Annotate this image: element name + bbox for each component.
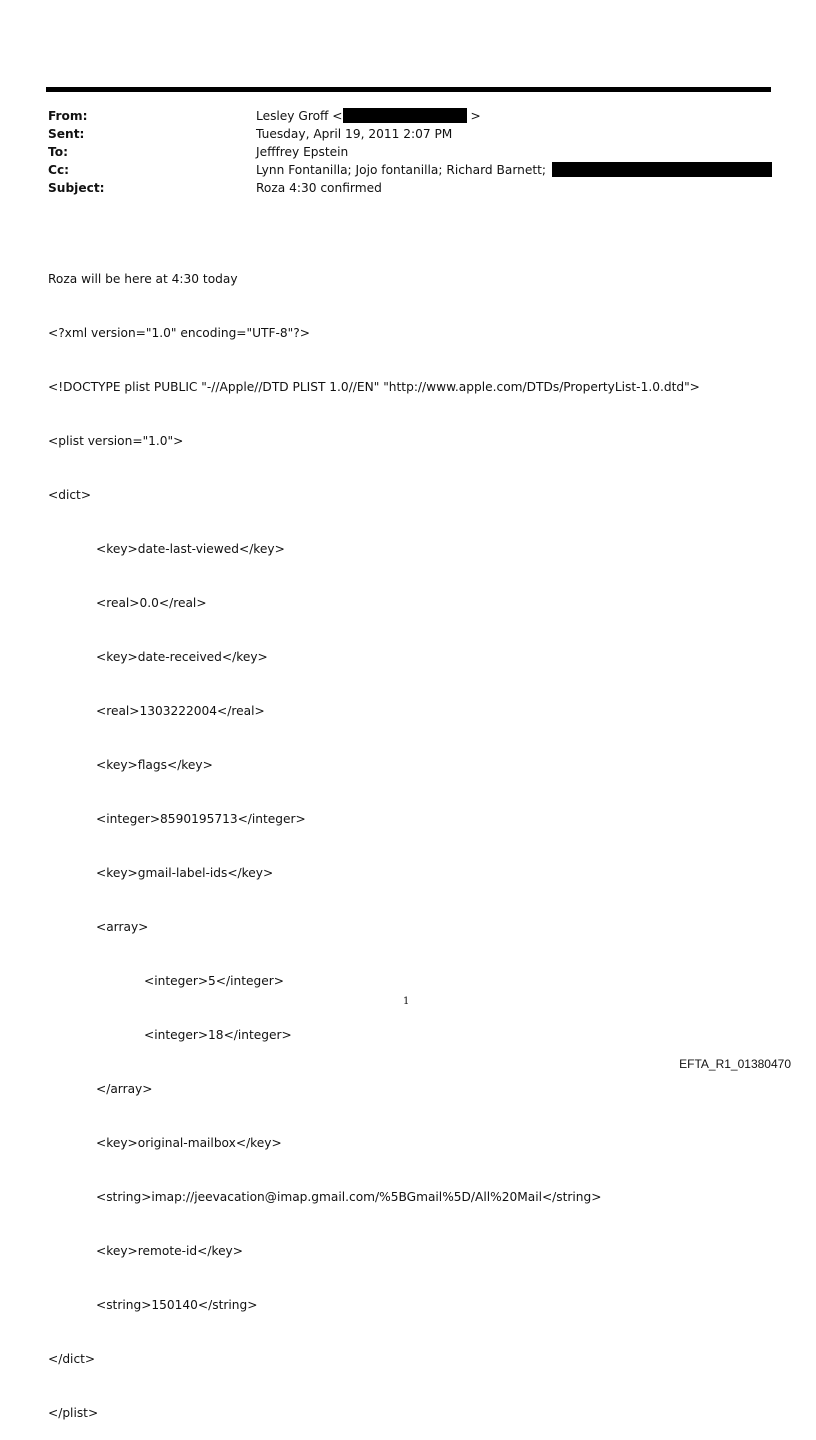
- body-line: <real>1303222004</real>: [96, 704, 265, 718]
- cc-value: [256, 161, 772, 179]
- body-line: <dict>: [48, 488, 92, 502]
- to-value: Jefffrey Epstein: [256, 145, 349, 159]
- from-email-redaction: [343, 108, 467, 123]
- from-row: [48, 107, 778, 125]
- body-line: <!DOCTYPE plist PUBLIC "-//Apple//DTD PLIST 1.0//EN" "http://www.apple.com/DTDs/PropertyList-1.0.dtd">: [48, 380, 700, 394]
- body-line: <integer>5</integer>: [144, 974, 284, 988]
- email-body: [48, 234, 778, 1440]
- document-id: EFTA_R1_01380470: [679, 1057, 791, 1071]
- body-line: <key>date-received</key>: [96, 650, 268, 664]
- body-line: <integer>18</integer>: [144, 1028, 292, 1042]
- body-line: <key>flags</key>: [96, 758, 213, 772]
- body-line: <key>gmail-label-ids</key>: [96, 866, 274, 880]
- subject-label: Subject:: [48, 181, 105, 195]
- sent-value: Tuesday, April 19, 2011 2:07 PM: [256, 127, 453, 141]
- cc-redaction: [552, 162, 772, 177]
- body-line: <real>0.0</real>: [96, 596, 207, 610]
- body-line: <key>remote-id</key>: [96, 1244, 243, 1258]
- page-number: 1: [403, 996, 410, 1007]
- to-row: [48, 143, 778, 161]
- header-rule: [46, 87, 771, 92]
- body-line: </plist>: [48, 1406, 99, 1420]
- cc-names: Lynn Fontanilla; Jojo fontanilla; Richard Barnett;: [256, 163, 547, 177]
- body-line: <key>original-mailbox</key>: [96, 1136, 282, 1150]
- sent-row: [48, 125, 778, 143]
- subject-row: [48, 179, 778, 197]
- body-line: </array>: [96, 1082, 153, 1096]
- to-label: To:: [48, 145, 68, 159]
- body-line: </dict>: [48, 1352, 96, 1366]
- body-line: Roza will be here at 4:30 today: [48, 272, 238, 286]
- body-line: <array>: [96, 920, 149, 934]
- body-line: <plist version="1.0">: [48, 434, 184, 448]
- from-label: From:: [48, 109, 88, 123]
- body-line: <key>date-last-viewed</key>: [96, 542, 285, 556]
- from-close: >: [470, 109, 481, 123]
- from-value: [256, 107, 481, 125]
- from-name: Lesley Groff <: [256, 109, 343, 123]
- body-line: <?xml version="1.0" encoding="UTF-8"?>: [48, 326, 310, 340]
- cc-label: Cc:: [48, 163, 70, 177]
- body-line: <integer>8590195713</integer>: [96, 812, 306, 826]
- body-line: <string>150140</string>: [96, 1298, 258, 1312]
- sent-label: Sent:: [48, 127, 85, 141]
- body-line: <string>imap://jeevacation@imap.gmail.com/%5BGmail%5D/All%20Mail</string>: [96, 1190, 602, 1204]
- cc-row: [48, 161, 778, 179]
- subject-value: Roza 4:30 confirmed: [256, 181, 382, 195]
